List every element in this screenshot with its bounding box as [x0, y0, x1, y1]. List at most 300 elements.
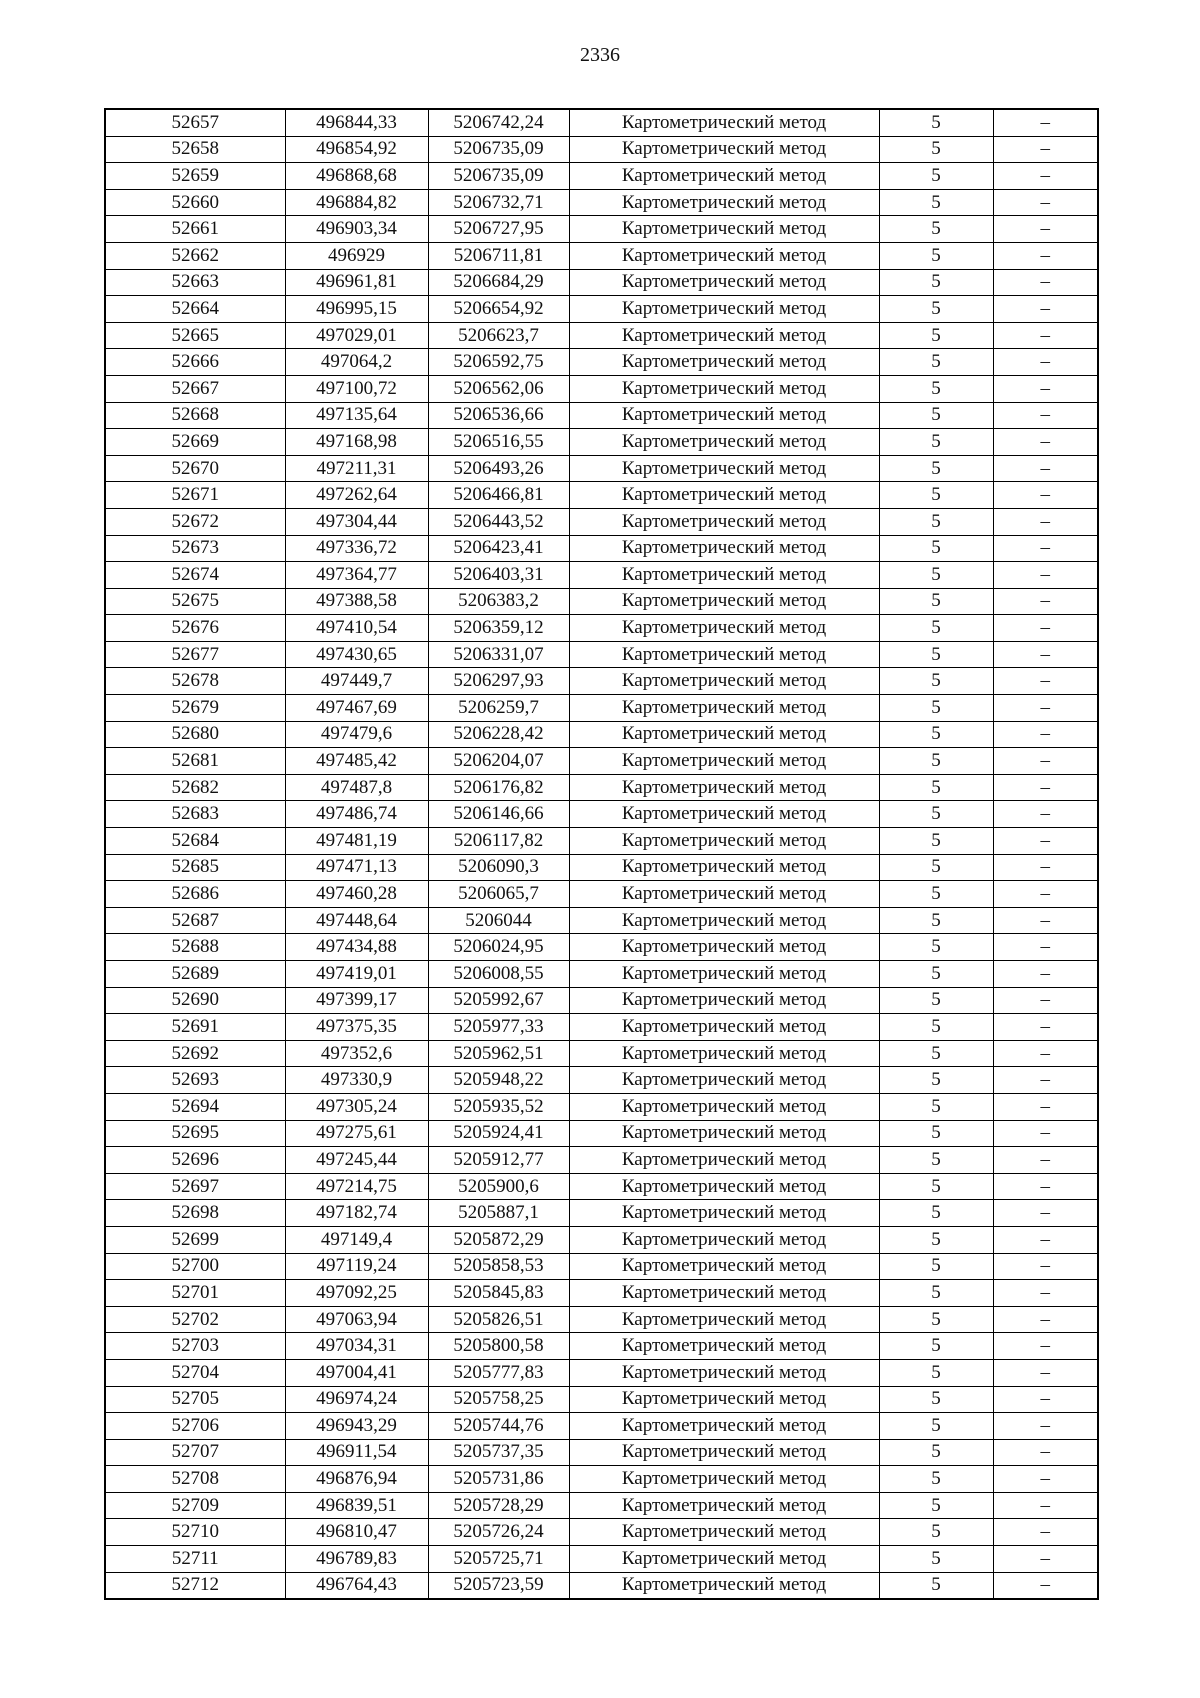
table-row: [105, 588, 1098, 615]
accuracy-cell: 5: [879, 1492, 993, 1519]
accuracy-cell: 5: [879, 1147, 993, 1174]
accuracy-cell: 5: [879, 136, 993, 163]
page-number: 2336: [580, 44, 620, 66]
x-coordinate-cell: 496764,43: [285, 1572, 428, 1599]
accuracy-cell: 5: [879, 429, 993, 456]
y-coordinate-cell: 5205758,25: [428, 1386, 569, 1413]
method-cell: Картометрический метод: [569, 482, 879, 509]
point-number-cell: 52673: [105, 535, 285, 562]
y-coordinate-cell: 5206742,24: [428, 109, 569, 136]
y-coordinate-cell: 5205992,67: [428, 987, 569, 1014]
method-cell: Картометрический метод: [569, 1200, 879, 1227]
point-number-cell: 52709: [105, 1492, 285, 1519]
y-coordinate-cell: 5205872,29: [428, 1226, 569, 1253]
x-coordinate-cell: 496911,54: [285, 1439, 428, 1466]
accuracy-cell: 5: [879, 296, 993, 323]
table-row: [105, 1226, 1098, 1253]
method-cell: Картометрический метод: [569, 1280, 879, 1307]
note-cell: –: [993, 163, 1098, 190]
table-row: [105, 1333, 1098, 1360]
method-cell: Картометрический метод: [569, 322, 879, 349]
y-coordinate-cell: 5205845,83: [428, 1280, 569, 1307]
method-cell: Картометрический метод: [569, 801, 879, 828]
accuracy-cell: 5: [879, 163, 993, 190]
point-number-cell: 52689: [105, 961, 285, 988]
x-coordinate-cell: 497460,28: [285, 881, 428, 908]
accuracy-cell: 5: [879, 748, 993, 775]
x-coordinate-cell: 496995,15: [285, 296, 428, 323]
note-cell: –: [993, 296, 1098, 323]
point-number-cell: 52669: [105, 429, 285, 456]
note-cell: –: [993, 987, 1098, 1014]
note-cell: –: [993, 668, 1098, 695]
x-coordinate-cell: 496974,24: [285, 1386, 428, 1413]
note-cell: –: [993, 1466, 1098, 1493]
method-cell: Картометрический метод: [569, 535, 879, 562]
y-coordinate-cell: 5206259,7: [428, 695, 569, 722]
x-coordinate-cell: 497434,88: [285, 934, 428, 961]
point-number-cell: 52683: [105, 801, 285, 828]
x-coordinate-cell: 497211,31: [285, 455, 428, 482]
point-number-cell: 52703: [105, 1333, 285, 1360]
note-cell: –: [993, 881, 1098, 908]
table-row: [105, 1359, 1098, 1386]
method-cell: Картометрический метод: [569, 721, 879, 748]
y-coordinate-cell: 5206466,81: [428, 482, 569, 509]
x-coordinate-cell: 497430,65: [285, 641, 428, 668]
accuracy-cell: 5: [879, 854, 993, 881]
x-coordinate-cell: 497410,54: [285, 615, 428, 642]
table-row: [105, 109, 1098, 136]
y-coordinate-cell: 5205744,76: [428, 1413, 569, 1440]
accuracy-cell: 5: [879, 216, 993, 243]
x-coordinate-cell: 497419,01: [285, 961, 428, 988]
note-cell: –: [993, 641, 1098, 668]
coordinates-table: [104, 108, 1099, 1600]
table-row: [105, 854, 1098, 881]
x-coordinate-cell: 497448,64: [285, 907, 428, 934]
table-row: [105, 881, 1098, 908]
y-coordinate-cell: 5205777,83: [428, 1359, 569, 1386]
point-number-cell: 52695: [105, 1120, 285, 1147]
y-coordinate-cell: 5206065,7: [428, 881, 569, 908]
table-row: [105, 1439, 1098, 1466]
accuracy-cell: 5: [879, 1067, 993, 1094]
x-coordinate-cell: 497168,98: [285, 429, 428, 456]
accuracy-cell: 5: [879, 402, 993, 429]
note-cell: –: [993, 1546, 1098, 1573]
point-number-cell: 52705: [105, 1386, 285, 1413]
method-cell: Картометрический метод: [569, 455, 879, 482]
table-row: [105, 455, 1098, 482]
note-cell: –: [993, 349, 1098, 376]
accuracy-cell: 5: [879, 1359, 993, 1386]
note-cell: –: [993, 1519, 1098, 1546]
table-row: [105, 242, 1098, 269]
y-coordinate-cell: 5206536,66: [428, 402, 569, 429]
y-coordinate-cell: 5206297,93: [428, 668, 569, 695]
accuracy-cell: 5: [879, 482, 993, 509]
note-cell: –: [993, 774, 1098, 801]
table-row: [105, 402, 1098, 429]
y-coordinate-cell: 5206592,75: [428, 349, 569, 376]
point-number-cell: 52685: [105, 854, 285, 881]
point-number-cell: 52657: [105, 109, 285, 136]
accuracy-cell: 5: [879, 588, 993, 615]
accuracy-cell: 5: [879, 907, 993, 934]
y-coordinate-cell: 5205826,51: [428, 1306, 569, 1333]
note-cell: –: [993, 828, 1098, 855]
method-cell: Картометрический метод: [569, 1173, 879, 1200]
accuracy-cell: 5: [879, 774, 993, 801]
method-cell: Картометрический метод: [569, 1333, 879, 1360]
note-cell: –: [993, 1200, 1098, 1227]
method-cell: Картометрический метод: [569, 907, 879, 934]
note-cell: –: [993, 562, 1098, 589]
note-cell: –: [993, 1306, 1098, 1333]
y-coordinate-cell: 5206711,81: [428, 242, 569, 269]
point-number-cell: 52688: [105, 934, 285, 961]
point-number-cell: 52691: [105, 1014, 285, 1041]
y-coordinate-cell: 5205726,24: [428, 1519, 569, 1546]
method-cell: Картометрический метод: [569, 1546, 879, 1573]
point-number-cell: 52707: [105, 1439, 285, 1466]
note-cell: –: [993, 322, 1098, 349]
table-row: [105, 1572, 1098, 1599]
accuracy-cell: 5: [879, 455, 993, 482]
x-coordinate-cell: 497364,77: [285, 562, 428, 589]
note-cell: –: [993, 1040, 1098, 1067]
table-row: [105, 349, 1098, 376]
y-coordinate-cell: 5206516,55: [428, 429, 569, 456]
accuracy-cell: 5: [879, 535, 993, 562]
point-number-cell: 52678: [105, 668, 285, 695]
table-row: [105, 375, 1098, 402]
x-coordinate-cell: 497100,72: [285, 375, 428, 402]
y-coordinate-cell: 5205737,35: [428, 1439, 569, 1466]
table-row: [105, 1492, 1098, 1519]
method-cell: Картометрический метод: [569, 1306, 879, 1333]
y-coordinate-cell: 5205731,86: [428, 1466, 569, 1493]
accuracy-cell: 5: [879, 801, 993, 828]
point-number-cell: 52663: [105, 269, 285, 296]
x-coordinate-cell: 497304,44: [285, 508, 428, 535]
method-cell: Картометрический метод: [569, 136, 879, 163]
y-coordinate-cell: 5205912,77: [428, 1147, 569, 1174]
y-coordinate-cell: 5205725,71: [428, 1546, 569, 1573]
table-row: [105, 1200, 1098, 1227]
method-cell: Картометрический метод: [569, 508, 879, 535]
table-row: [105, 482, 1098, 509]
note-cell: –: [993, 242, 1098, 269]
note-cell: –: [993, 801, 1098, 828]
x-coordinate-cell: 497305,24: [285, 1093, 428, 1120]
note-cell: –: [993, 482, 1098, 509]
point-number-cell: 52659: [105, 163, 285, 190]
table-row: [105, 1280, 1098, 1307]
table-row: [105, 1014, 1098, 1041]
table-row: [105, 828, 1098, 855]
table-row: [105, 615, 1098, 642]
method-cell: Картометрический метод: [569, 1014, 879, 1041]
y-coordinate-cell: 5206735,09: [428, 136, 569, 163]
point-number-cell: 52701: [105, 1280, 285, 1307]
y-coordinate-cell: 5206359,12: [428, 615, 569, 642]
table-row: [105, 562, 1098, 589]
accuracy-cell: 5: [879, 695, 993, 722]
method-cell: Картометрический метод: [569, 1519, 879, 1546]
table-row: [105, 1386, 1098, 1413]
point-number-cell: 52664: [105, 296, 285, 323]
table-row: [105, 216, 1098, 243]
y-coordinate-cell: 5205887,1: [428, 1200, 569, 1227]
point-number-cell: 52712: [105, 1572, 285, 1599]
y-coordinate-cell: 5206204,07: [428, 748, 569, 775]
y-coordinate-cell: 5206493,26: [428, 455, 569, 482]
accuracy-cell: 5: [879, 189, 993, 216]
x-coordinate-cell: 496876,94: [285, 1466, 428, 1493]
note-cell: –: [993, 1413, 1098, 1440]
note-cell: –: [993, 109, 1098, 136]
y-coordinate-cell: 5206146,66: [428, 801, 569, 828]
note-cell: –: [993, 216, 1098, 243]
accuracy-cell: 5: [879, 375, 993, 402]
method-cell: Картометрический метод: [569, 961, 879, 988]
x-coordinate-cell: 496961,81: [285, 269, 428, 296]
accuracy-cell: 5: [879, 1280, 993, 1307]
x-coordinate-cell: 497375,35: [285, 1014, 428, 1041]
x-coordinate-cell: 497467,69: [285, 695, 428, 722]
x-coordinate-cell: 497064,2: [285, 349, 428, 376]
note-cell: –: [993, 748, 1098, 775]
y-coordinate-cell: 5205858,53: [428, 1253, 569, 1280]
table-row: [105, 1093, 1098, 1120]
x-coordinate-cell: 497487,8: [285, 774, 428, 801]
accuracy-cell: 5: [879, 828, 993, 855]
note-cell: –: [993, 402, 1098, 429]
method-cell: Картометрический метод: [569, 934, 879, 961]
point-number-cell: 52666: [105, 349, 285, 376]
accuracy-cell: 5: [879, 1306, 993, 1333]
x-coordinate-cell: 497481,19: [285, 828, 428, 855]
x-coordinate-cell: 497449,7: [285, 668, 428, 695]
note-cell: –: [993, 1014, 1098, 1041]
accuracy-cell: 5: [879, 1173, 993, 1200]
method-cell: Картометрический метод: [569, 1492, 879, 1519]
x-coordinate-cell: 497336,72: [285, 535, 428, 562]
y-coordinate-cell: 5206331,07: [428, 641, 569, 668]
accuracy-cell: 5: [879, 109, 993, 136]
note-cell: –: [993, 1173, 1098, 1200]
method-cell: Картометрический метод: [569, 854, 879, 881]
method-cell: Картометрический метод: [569, 1120, 879, 1147]
note-cell: –: [993, 695, 1098, 722]
point-number-cell: 52670: [105, 455, 285, 482]
accuracy-cell: 5: [879, 1466, 993, 1493]
point-number-cell: 52696: [105, 1147, 285, 1174]
point-number-cell: 52662: [105, 242, 285, 269]
method-cell: Картометрический метод: [569, 1147, 879, 1174]
point-number-cell: 52684: [105, 828, 285, 855]
point-number-cell: 52672: [105, 508, 285, 535]
point-number-cell: 52665: [105, 322, 285, 349]
y-coordinate-cell: 5206228,42: [428, 721, 569, 748]
x-coordinate-cell: 496868,68: [285, 163, 428, 190]
table-row: [105, 1253, 1098, 1280]
accuracy-cell: 5: [879, 1226, 993, 1253]
point-number-cell: 52668: [105, 402, 285, 429]
note-cell: –: [993, 269, 1098, 296]
x-coordinate-cell: 497485,42: [285, 748, 428, 775]
method-cell: Картометрический метод: [569, 269, 879, 296]
method-cell: Картометрический метод: [569, 588, 879, 615]
accuracy-cell: 5: [879, 322, 993, 349]
point-number-cell: 52686: [105, 881, 285, 908]
point-number-cell: 52661: [105, 216, 285, 243]
y-coordinate-cell: 5206090,3: [428, 854, 569, 881]
y-coordinate-cell: 5205962,51: [428, 1040, 569, 1067]
method-cell: Картометрический метод: [569, 109, 879, 136]
accuracy-cell: 5: [879, 242, 993, 269]
y-coordinate-cell: 5205800,58: [428, 1333, 569, 1360]
note-cell: –: [993, 1386, 1098, 1413]
method-cell: Картометрический метод: [569, 375, 879, 402]
y-coordinate-cell: 5206403,31: [428, 562, 569, 589]
note-cell: –: [993, 508, 1098, 535]
point-number-cell: 52660: [105, 189, 285, 216]
method-cell: Картометрический метод: [569, 429, 879, 456]
x-coordinate-cell: 497063,94: [285, 1306, 428, 1333]
x-coordinate-cell: 496839,51: [285, 1492, 428, 1519]
note-cell: –: [993, 934, 1098, 961]
method-cell: Картометрический метод: [569, 695, 879, 722]
table-row: [105, 1306, 1098, 1333]
point-number-cell: 52694: [105, 1093, 285, 1120]
table-row: [105, 1040, 1098, 1067]
accuracy-cell: 5: [879, 721, 993, 748]
point-number-cell: 52693: [105, 1067, 285, 1094]
method-cell: Картометрический метод: [569, 641, 879, 668]
note-cell: –: [993, 1226, 1098, 1253]
table-row: [105, 987, 1098, 1014]
accuracy-cell: 5: [879, 961, 993, 988]
point-number-cell: 52667: [105, 375, 285, 402]
point-number-cell: 52710: [105, 1519, 285, 1546]
point-number-cell: 52677: [105, 641, 285, 668]
note-cell: –: [993, 1280, 1098, 1307]
table-row: [105, 1147, 1098, 1174]
table-row: [105, 269, 1098, 296]
x-coordinate-cell: 496854,92: [285, 136, 428, 163]
method-cell: Картометрический метод: [569, 402, 879, 429]
table-row: [105, 1546, 1098, 1573]
table-row: [105, 1519, 1098, 1546]
accuracy-cell: 5: [879, 1253, 993, 1280]
method-cell: Картометрический метод: [569, 881, 879, 908]
y-coordinate-cell: 5206732,71: [428, 189, 569, 216]
point-number-cell: 52658: [105, 136, 285, 163]
y-coordinate-cell: 5206383,2: [428, 588, 569, 615]
accuracy-cell: 5: [879, 934, 993, 961]
x-coordinate-cell: 497471,13: [285, 854, 428, 881]
point-number-cell: 52700: [105, 1253, 285, 1280]
accuracy-cell: 5: [879, 349, 993, 376]
y-coordinate-cell: 5206024,95: [428, 934, 569, 961]
note-cell: –: [993, 136, 1098, 163]
x-coordinate-cell: 496844,33: [285, 109, 428, 136]
method-cell: Картометрический метод: [569, 987, 879, 1014]
note-cell: –: [993, 907, 1098, 934]
accuracy-cell: 5: [879, 615, 993, 642]
x-coordinate-cell: 497486,74: [285, 801, 428, 828]
table-row: [105, 1413, 1098, 1440]
note-cell: –: [993, 588, 1098, 615]
method-cell: Картометрический метод: [569, 615, 879, 642]
method-cell: Картометрический метод: [569, 774, 879, 801]
x-coordinate-cell: 497034,31: [285, 1333, 428, 1360]
accuracy-cell: 5: [879, 987, 993, 1014]
table-row: [105, 296, 1098, 323]
accuracy-cell: 5: [879, 1439, 993, 1466]
method-cell: Картометрический метод: [569, 296, 879, 323]
method-cell: Картометрический метод: [569, 1572, 879, 1599]
note-cell: –: [993, 455, 1098, 482]
point-number-cell: 52690: [105, 987, 285, 1014]
accuracy-cell: 5: [879, 1546, 993, 1573]
note-cell: –: [993, 1120, 1098, 1147]
table-row: [105, 1466, 1098, 1493]
accuracy-cell: 5: [879, 1014, 993, 1041]
accuracy-cell: 5: [879, 1120, 993, 1147]
point-number-cell: 52682: [105, 774, 285, 801]
point-number-cell: 52702: [105, 1306, 285, 1333]
x-coordinate-cell: 496929: [285, 242, 428, 269]
note-cell: –: [993, 1093, 1098, 1120]
method-cell: Картометрический метод: [569, 562, 879, 589]
note-cell: –: [993, 1253, 1098, 1280]
table-row: [105, 429, 1098, 456]
method-cell: Картометрический метод: [569, 163, 879, 190]
y-coordinate-cell: 5206044: [428, 907, 569, 934]
method-cell: Картометрический метод: [569, 1413, 879, 1440]
y-coordinate-cell: 5205723,59: [428, 1572, 569, 1599]
accuracy-cell: 5: [879, 508, 993, 535]
table-row: [105, 774, 1098, 801]
method-cell: Картометрический метод: [569, 216, 879, 243]
point-number-cell: 52699: [105, 1226, 285, 1253]
x-coordinate-cell: 497029,01: [285, 322, 428, 349]
note-cell: –: [993, 1492, 1098, 1519]
x-coordinate-cell: 497092,25: [285, 1280, 428, 1307]
method-cell: Картометрический метод: [569, 1439, 879, 1466]
accuracy-cell: 5: [879, 1093, 993, 1120]
method-cell: Картометрический метод: [569, 1386, 879, 1413]
point-number-cell: 52674: [105, 562, 285, 589]
method-cell: Картометрический метод: [569, 189, 879, 216]
table-row: [105, 535, 1098, 562]
note-cell: –: [993, 1439, 1098, 1466]
accuracy-cell: 5: [879, 562, 993, 589]
x-coordinate-cell: 497245,44: [285, 1147, 428, 1174]
note-cell: –: [993, 615, 1098, 642]
y-coordinate-cell: 5206684,29: [428, 269, 569, 296]
y-coordinate-cell: 5205935,52: [428, 1093, 569, 1120]
note-cell: –: [993, 1572, 1098, 1599]
point-number-cell: 52697: [105, 1173, 285, 1200]
note-cell: –: [993, 961, 1098, 988]
table-row: [105, 1067, 1098, 1094]
accuracy-cell: 5: [879, 1386, 993, 1413]
